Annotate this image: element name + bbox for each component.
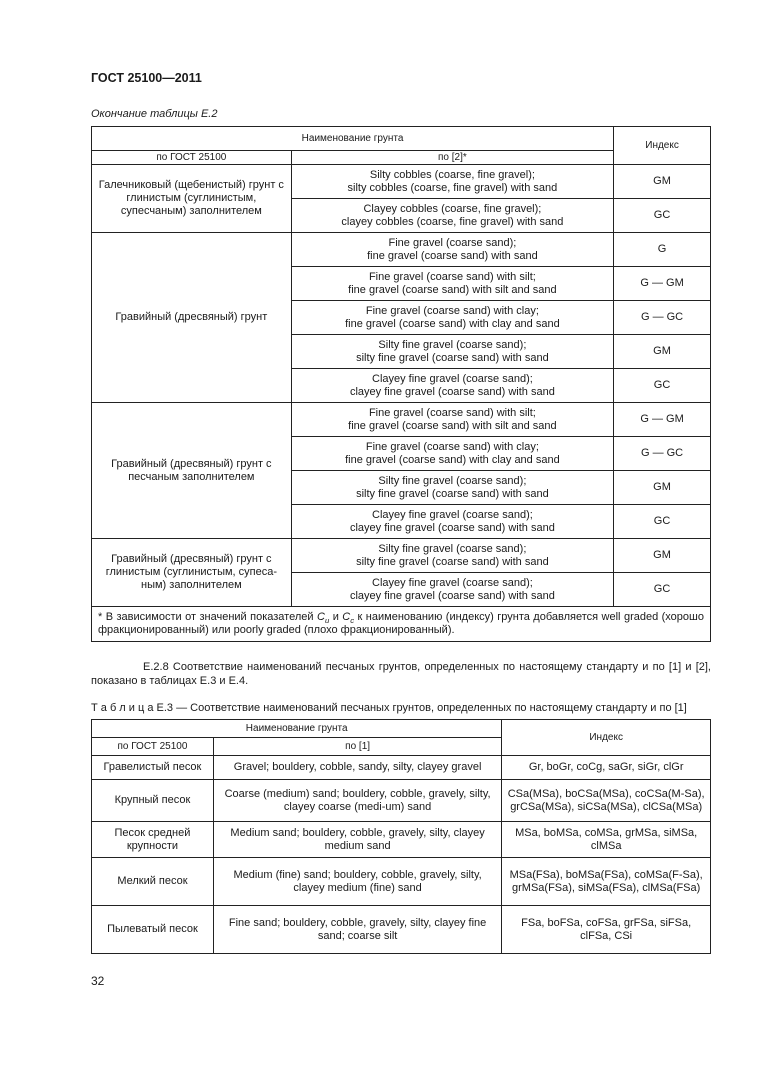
document-title: ГОСТ 25100—2011 bbox=[91, 71, 202, 85]
table-row bbox=[92, 403, 711, 437]
paragraph-e28: Е.2.8 Соответствие наименований песчаных грунтов, определенных по настоящему стандарту и по [1] и [2], показано в таблицах Е.3 и Е.4. bbox=[91, 661, 711, 687]
cell-index: Gr, boGr, coCg, saGr, siGr, clGr bbox=[502, 756, 711, 780]
table-row bbox=[92, 165, 711, 199]
table-e2 bbox=[91, 126, 711, 642]
cell-index: GM bbox=[614, 165, 711, 199]
cell-gost: Мелкий песок bbox=[92, 858, 214, 906]
cell-index: CSa(MSa), boCSa(MSa), coCSa(M-Sa), grCSa(MSa), siCSa(MSa), clCSa(MSa) bbox=[502, 780, 711, 822]
cell-ref-name bbox=[291, 165, 613, 199]
cell-gost-name: Гравийный (дресвяный) грунт bbox=[92, 233, 292, 403]
ref-name-line-1: Clayey fine gravel (coarse sand); bbox=[372, 372, 533, 385]
table-e3-caption: Т а б л и ц а Е.3 — Соответствие наименований песчаных грунтов, определенных по настоящему стандарту и по [1] bbox=[91, 702, 687, 714]
ref-name-line-2: silty cobbles (coarse, fine gravel) with sand bbox=[347, 181, 558, 194]
cell-gost-name: Гравийный (дресвяный) грунт с глинистым (суглинистым, супеса-ным) заполнителем bbox=[92, 539, 292, 607]
table-row bbox=[92, 756, 711, 780]
ref-name-line-1: Fine gravel (coarse sand) with silt; bbox=[368, 406, 536, 419]
cell-index: GC bbox=[614, 573, 711, 607]
ref-name-line-1: Fine gravel (coarse sand) with clay; bbox=[365, 440, 539, 453]
cell-ref-name bbox=[291, 437, 613, 471]
footnote-text-end: к наименованию (индексу) грунта добавляется well graded (хорошо фракционированный) или poorly graded (плохо фракционированный). bbox=[98, 611, 704, 636]
cell-index: G — GM bbox=[614, 267, 711, 301]
cell-gost-name: Галечниковый (щебенистый) грунт с глинистым (суглинистым, супесчаным) заполнителем bbox=[92, 165, 292, 233]
table-row bbox=[92, 822, 711, 858]
ref-name-line-1: Clayey cobbles (coarse, fine gravel); bbox=[363, 202, 542, 215]
cell-index: G — GM bbox=[614, 403, 711, 437]
page-number: 32 bbox=[91, 974, 105, 988]
footnote-and: и bbox=[332, 611, 339, 623]
cell-ref: Coarse (medium) sand; bouldery, cobble, gravely, silty, clayey coarse (medi-um) sand bbox=[213, 780, 501, 822]
cell-index: FSa, boFSa, coFSa, grFSa, siFSa, clFSa, CSi bbox=[502, 906, 711, 954]
cell-ref: Medium sand; bouldery, cobble, gravely, silty, clayey medium sand bbox=[213, 822, 501, 858]
table-e3-body bbox=[92, 756, 711, 954]
cell-index: G — GC bbox=[614, 437, 711, 471]
ref-name-line-2: clayey fine gravel (coarse sand) with sand bbox=[349, 589, 555, 602]
ref-name-line-2: fine gravel (coarse sand) with sand bbox=[367, 249, 538, 262]
ref-name-line-1: Silty cobbles (coarse, fine gravel); bbox=[369, 168, 535, 181]
header-ref: по [1] bbox=[213, 738, 501, 756]
table-row bbox=[92, 233, 711, 267]
cell-ref-name bbox=[291, 369, 613, 403]
cell-gost-name: Гравийный (дресвяный) грунт с песчаным заполнителем bbox=[92, 403, 292, 539]
ref-name-line-2: silty fine gravel (coarse sand) with sand bbox=[356, 555, 549, 568]
cell-ref-name bbox=[291, 233, 613, 267]
ref-name-line-1: Fine gravel (coarse sand); bbox=[388, 236, 517, 249]
cell-index: GM bbox=[614, 539, 711, 573]
cell-index: G bbox=[614, 233, 711, 267]
footnote-var-cc: $C_c$ bbox=[342, 611, 355, 626]
cell-ref-name bbox=[291, 267, 613, 301]
footnote bbox=[92, 607, 711, 642]
cell-gost: Пылеватый песок bbox=[92, 906, 214, 954]
cell-index: MSa(FSa), boMSa(FSa), coMSa(F-Sa), grMSa(FSa), siMSa(FSa), clMSa(FSa) bbox=[502, 858, 711, 906]
ref-name-line-2: fine gravel (coarse sand) with silt and sand bbox=[348, 419, 557, 432]
cell-ref-name bbox=[291, 573, 613, 607]
ref-name-line-1: Fine gravel (coarse sand) with silt; bbox=[368, 270, 536, 283]
header-gost: по ГОСТ 25100 bbox=[92, 738, 214, 756]
ref-name-line-1: Clayey fine gravel (coarse sand); bbox=[372, 508, 533, 521]
cell-ref: Medium (fine) sand; bouldery, cobble, gravely, silty, clayey medium (fine) sand bbox=[213, 858, 501, 906]
cell-ref-name bbox=[291, 335, 613, 369]
cell-index: GC bbox=[614, 505, 711, 539]
cell-ref-name bbox=[291, 539, 613, 573]
header-gost: по ГОСТ 25100 bbox=[92, 151, 292, 165]
ref-name-line-2: silty fine gravel (coarse sand) with sand bbox=[356, 487, 549, 500]
ref-name-line-2: fine gravel (coarse sand) with clay and sand bbox=[345, 317, 560, 330]
cell-ref-name bbox=[291, 505, 613, 539]
table-row bbox=[92, 539, 711, 573]
table-e2-caption: Окончание таблицы Е.2 bbox=[91, 108, 218, 120]
cell-index: GC bbox=[614, 369, 711, 403]
footnote-text-start: * В зависимости от значений показателей bbox=[98, 611, 314, 623]
ref-name-line-2: clayey cobbles (coarse, fine gravel) with sand bbox=[341, 215, 564, 228]
cell-index: GC bbox=[614, 199, 711, 233]
table-e3 bbox=[91, 719, 711, 954]
ref-name-line-2: fine gravel (coarse sand) with silt and sand bbox=[348, 283, 557, 296]
header-ref: по [2]* bbox=[291, 151, 613, 165]
cell-ref-name bbox=[291, 301, 613, 335]
table-row bbox=[92, 906, 711, 954]
ref-name-line-2: fine gravel (coarse sand) with clay and sand bbox=[345, 453, 560, 466]
ref-name-line-2: clayey fine gravel (coarse sand) with sand bbox=[349, 385, 555, 398]
header-soil-name: Наименование грунта bbox=[92, 127, 614, 151]
cell-ref: Gravel; bouldery, cobble, sandy, silty, clayey gravel bbox=[213, 756, 501, 780]
header-soil-name: Наименование грунта bbox=[92, 720, 502, 738]
cell-gost: Крупный песок bbox=[92, 780, 214, 822]
cell-gost: Песок средней крупности bbox=[92, 822, 214, 858]
cell-index: G — GC bbox=[614, 301, 711, 335]
footnote-var-cu: $C_u$ bbox=[317, 611, 330, 626]
cell-index: GM bbox=[614, 335, 711, 369]
cell-index: MSa, boMSa, coMSa, grMSa, siMSa, clMSa bbox=[502, 822, 711, 858]
ref-name-line-1: Silty fine gravel (coarse sand); bbox=[378, 338, 527, 351]
ref-name-line-2: clayey fine gravel (coarse sand) with sand bbox=[349, 521, 555, 534]
ref-name-line-1: Silty fine gravel (coarse sand); bbox=[378, 474, 527, 487]
cell-ref-name bbox=[291, 471, 613, 505]
cell-index: GM bbox=[614, 471, 711, 505]
ref-name-line-1: Silty fine gravel (coarse sand); bbox=[378, 542, 527, 555]
cell-ref: Fine sand; bouldery, cobble, gravely, silty, clayey fine sand; coarse silt bbox=[213, 906, 501, 954]
table-e2-body bbox=[92, 165, 711, 607]
ref-name-line-1: Clayey fine gravel (coarse sand); bbox=[372, 576, 533, 589]
table-row bbox=[92, 858, 711, 906]
cell-gost: Гравелистый песок bbox=[92, 756, 214, 780]
ref-name-line-1: Fine gravel (coarse sand) with clay; bbox=[365, 304, 539, 317]
cell-ref-name bbox=[291, 199, 613, 233]
header-index: Индекс bbox=[614, 127, 711, 165]
cell-ref-name bbox=[291, 403, 613, 437]
header-index: Индекс bbox=[502, 720, 711, 756]
ref-name-line-2: silty fine gravel (coarse sand) with sand bbox=[356, 351, 549, 364]
table-row bbox=[92, 780, 711, 822]
